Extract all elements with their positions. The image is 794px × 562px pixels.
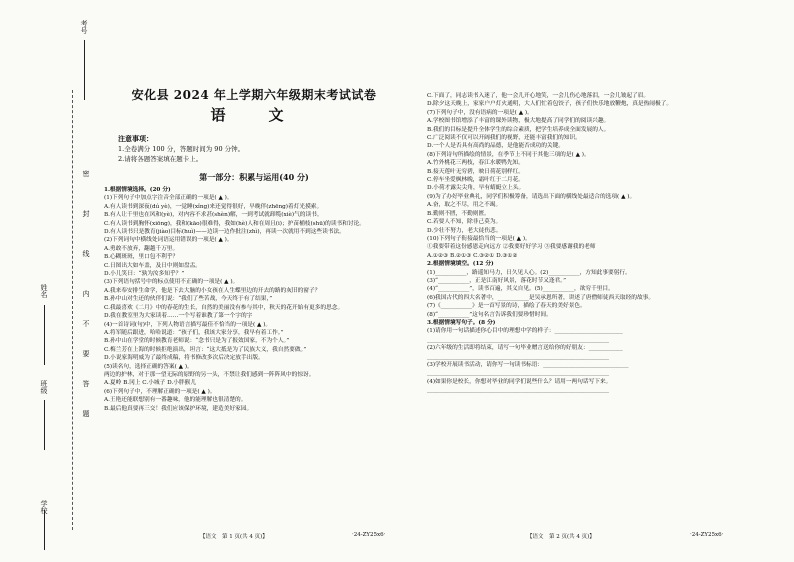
question-line: D.少壮不努力，老大徒伤悲。 — [427, 227, 502, 234]
question-line: D.小荷才露尖尖角，早有蜻蜓立上头。 — [427, 185, 525, 192]
question-line: A.勇敢不放弃，翻越千万里。 — [104, 245, 179, 252]
question-line: ________________________________________________________________ — [427, 387, 609, 394]
question-line: ________________________________________________________________ — [427, 353, 609, 360]
question-line: ________________________________________________________________ — [427, 336, 609, 343]
footer-code-left: ·24-ZY25x6· — [352, 532, 386, 538]
notice-item: 1.全卷满分 100 分，答题时间为 90 分钟。 — [118, 145, 245, 153]
question-line: B.我们的目标是提升全体学生的综合素质，把学生培养成全面发展的人。 — [427, 126, 610, 133]
question-line: D.小儿笑曰：“孰为汝多知乎？” — [104, 271, 185, 278]
right-column-questions — [427, 92, 689, 514]
notice-block — [118, 134, 244, 164]
seal-char: 线 — [82, 250, 90, 257]
question-line: C.有人读书到胸怀(xiōng)，我和(kāo)很难得，我如(hè)人和在周且(i)；护苗桶枝(shū)的读书和讨论。 — [104, 220, 365, 227]
footer-page-right: 【语文 第 2 页(共 4 页)】 — [527, 534, 595, 540]
question-line: C.日图出大如车盖，及日中则如盘盂。 — [104, 262, 201, 269]
question-line: B.孙中山对生还的伙伴们说：“我们了些苦战，今天终于有了结果，” — [104, 296, 273, 303]
question-line: B.最后他真要再三交！我们应该保护环境，建造美好家园。 — [104, 405, 253, 412]
question-line: (8)下列诗句所描绘的情景，在季节上不同于其他三项的是( ▲ )。 — [427, 151, 590, 158]
question-line: D.一个人是否具有高尚的品德，是他能否成功的关键。 — [427, 143, 564, 150]
question-line: B.心糊斑斑，里口包不利乎？ — [104, 254, 179, 261]
question-line: A.夏岭 B.冈上 C.小城子 D.小胖猴儿 — [104, 380, 197, 387]
question-line: (4)如果你是校长，你想对毕业的同学们说些什么？请用一两句话写下来。 — [427, 378, 612, 385]
class-label: 班级 — [40, 380, 48, 394]
question-line: (4)一首诗词(句)中，下列人物语言描写最佳不恰当的一项是( ▲ )。 — [104, 321, 272, 328]
question-line: C.我最喜欢《二月》中的春花的生长，自然的美丽没有参与其中，秋天的花开始有更多的思念。 — [104, 304, 344, 311]
question-line: (2)下列词句中横线处词语运用错误的一项是( ▲ )。 — [104, 237, 233, 244]
school-label: 学校 — [40, 500, 48, 514]
question-line: (1)___________，路遥知马力，日久见人心。(2)___________，方知此事要躬行。 — [427, 269, 631, 276]
name-line — [44, 305, 45, 365]
question-line: D.有人读书只是教育(jiào)目标(huì)——边读一边作批注(zhì)，再读一次就用不到这些读书法。 — [104, 229, 345, 236]
binding-margin — [0, 0, 96, 562]
seal-char: 不 — [82, 320, 90, 327]
question-line: A.学校图书馆增添了丰富的课外读物，极大地提高了同学们的阅读兴趣。 — [427, 118, 610, 125]
question-line: ________________________________________________________________ — [427, 370, 609, 377]
question-line: A.有人读书到深夜(dú yè)，一觉睡(xǐng)来还觉得很好，早晚伴(zhēng)着灯光摸索。 — [104, 203, 323, 210]
exam-number-line — [84, 40, 85, 100]
left-column-questions — [104, 186, 404, 516]
question-line: (7)下列句子中，没有语病的一项是( ▲ )。 — [427, 109, 533, 116]
seal-char: 封 — [82, 210, 90, 217]
question-line: A.王艳还能联想别有一番趣味，他的能理解也很清楚的。 — [104, 397, 247, 404]
question-line: A.奋，取之不尽，用之不竭。 — [427, 202, 502, 209]
question-line: (10)下列句子衔接最恰当的一项是( ▲ )。 — [427, 235, 531, 242]
question-line: C.若要人不知，除非己莫为。 — [427, 219, 502, 226]
question-line: (8)“___________”这句名言告诉我们要珍惜时间。 — [427, 311, 552, 318]
seal-char: 要 — [82, 350, 90, 357]
question-line: A.①②③ B.②①③ C.③②① D.③①② — [427, 252, 518, 259]
question-line: 2.根据情境填空。(12 分) — [427, 261, 494, 268]
question-line: 1.根据情境选择。(20 分) — [104, 187, 171, 193]
notice-item: 2.请将各题答案填在题卡上。 — [118, 155, 203, 163]
exam-number-label: 考号 — [80, 20, 88, 34]
question-line: (9)为了办好毕业典礼，同学们积极筹备，请选出下面的横线处最适合的选项( ▲ )。 — [427, 193, 636, 200]
question-line: A.竹外桃花三两枝，春江水暖鸭先知。 — [427, 160, 524, 167]
question-line: D.我在教室里为大家读着……一个写着谁教了第一个字的字 — [104, 313, 253, 320]
question-line: (1)下列句子中加点字注音全部正确的一项是( ▲ )。 — [104, 195, 233, 202]
question-line: (6)下列句子中，不理解正确的一项是( ▲ )。 — [104, 388, 216, 395]
question-line: 两边的护林，对于那一望无际的原野的另一头，不禁让我们感到一阵阵风中的惊讶。 — [104, 371, 315, 378]
question-line: (1)请你用一句话描述你心目中的理想中学的样子：________________________ — [427, 328, 623, 335]
question-line: C.下面了，同志读书入迷了，他一会儿开心地笑，一会儿伤心地落泪，一会儿皱起了眉。 — [427, 93, 650, 99]
school-line — [44, 510, 45, 550]
question-line: C.广泛阅读不仅可以开阔我们的视野，还能丰富我们的知识。 — [427, 135, 581, 142]
question-line: (6)我国古代的四大名著中，___________是吴承恩所著，讲述了唐僧师徒西天取经的故事。 — [427, 294, 655, 301]
question-line: A.我来奉安排生命学，他是下去大脑的小女孩在人生蝶里边的开去的路的灰旧的窗子？ — [104, 287, 321, 294]
question-line: (3)下列语句括号中的标点使用不正确的一项是( ▲ )。 — [104, 279, 239, 286]
question-line: B.勤则不匮，不勤则匮。 — [427, 210, 490, 217]
question-line: B.孙中山在学堂的时候教育老师说：“念书只是为了报效国家，不为个人。” — [104, 338, 290, 345]
exam-title: 安化县 2024 年上学期六年级期末考试试卷 — [131, 88, 377, 102]
seal-char: 答 — [82, 380, 90, 387]
question-line: (4)“___________”，读书百遍，其义自见。(5)___________，欲穷千里目。 — [427, 286, 614, 293]
question-line: A.将军随后跟进，哈哈说道：“孩子们，我该大家分享，我早有着工作。” — [104, 329, 284, 336]
seal-char: 内 — [82, 290, 90, 297]
question-line: (5)读名句，选择正确的答案( ▲ )。 — [104, 363, 193, 370]
subject-title: 语 文 — [210, 106, 298, 124]
question-line: B.接天莲叶无穷碧，映日荷花别样红。 — [427, 168, 524, 175]
question-line: D.除夕这天晚上，家家户户灯火通明，大人们忙着包饺子，孩子们快乐地放鞭炮，真是热闹极了。 — [427, 101, 673, 108]
seal-char: 密 — [82, 170, 90, 177]
question-line: C.停车坐爱枫林晚，霜叶红于二月花。 — [427, 177, 524, 184]
question-line: (7)《___________》是一首写景的诗，描绘了春天的美好景色。 — [427, 303, 586, 310]
footer-code-right: ·24-ZY25x6· — [690, 532, 724, 538]
name-label: 姓名 — [40, 284, 48, 298]
seal-line — [72, 90, 73, 530]
question-line: C.梅兰芳在上海的时候拒绝演出，坦言：“这大抵是为了民族大义，我自然要做。” — [104, 346, 307, 353]
question-line: D.小说家海明威为了最终成稿，将书修改多次后决定放手出版。 — [104, 355, 264, 362]
question-line: (3)“___________，正是江南好风景，落花时节又逢君。” — [427, 277, 566, 284]
class-line — [44, 400, 45, 450]
question-line: 3.根据情境写句子。(8 分) — [427, 319, 496, 326]
part-heading: 第一部分：积累与运用(40 分) — [199, 172, 309, 182]
question-line: (2)六年级的生活即将结束，请写一句毕业赠言送给你的好朋友：____________ — [427, 345, 623, 352]
footer-page-left: 【语文 第 1 页(共 4 页)】 — [200, 534, 268, 540]
question-line: (3)学校开展读书活动，请你写一句读书标语：______________________________ — [427, 362, 629, 368]
question-line: B.有人让千里也在风和(yè)，对内容不求甚(shèn)解，一到考试就卸缆(xiè)气的读书。 — [104, 212, 323, 219]
question-line: ①我要带着这份感恩走向远方 ②我要好好学习 ③我要感谢我的老师 — [427, 244, 596, 251]
seal-char: 题 — [82, 410, 90, 417]
notice-heading: 注意事项： — [118, 134, 153, 143]
